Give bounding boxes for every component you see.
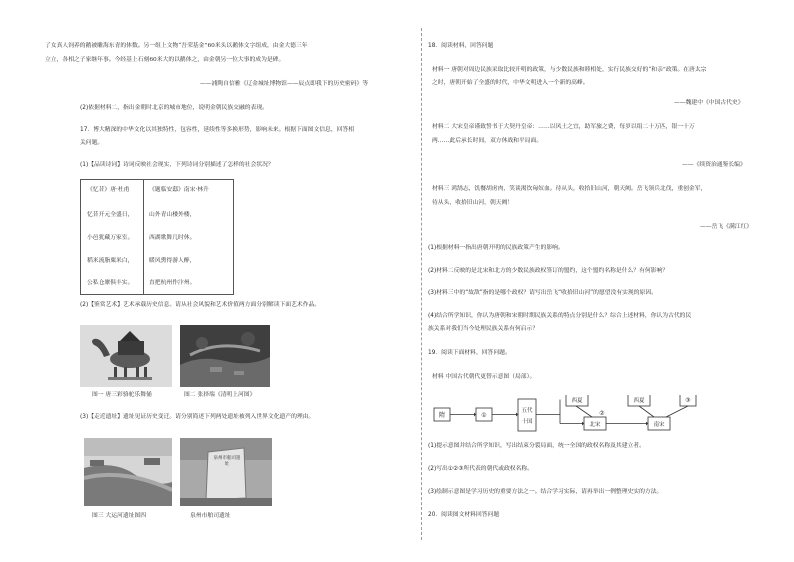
question-18-title: 18．阅读材料，回答问题 xyxy=(428,43,494,49)
material-1-line-2: 之时，唐朝开始了全盛的时代，中华文明进入一个新的高峰。 xyxy=(432,80,589,86)
diagram-n3: ③ xyxy=(685,397,691,404)
question-material-2: (2)依据材料二，指出金朝时北京的城市地位，说明金朝民族交融的表现。 xyxy=(80,105,268,111)
material-2-line-2: 两……此后承长时间，双方休战和平局面。 xyxy=(432,138,543,144)
dynasty-diagram xyxy=(432,395,722,435)
diagram-n1: ① xyxy=(481,412,487,419)
question-19-1: (1)提示意图并结合所学知识，写出结束分裂局面，统一全国的政权名称及其建立者。 xyxy=(428,443,645,449)
intro-text-line-2: 立立，各相之子家继年事。今经基上石刻60米大的以鹅体之，由金朝另一位大事的成为是碑。 xyxy=(45,57,285,63)
material-3-line-2: 待从头，收拾旧山河，朝天阙！ xyxy=(432,200,514,206)
material-2-line-1: 材料二 大宋皇帝谨致誓书于大契丹皇帝：……以风土之宜，助军旅之费，每岁以绢二十万匹，银一十万 xyxy=(432,124,695,130)
poem-1-title: 《忆昔》唐·杜甫 xyxy=(87,187,130,193)
quanzhou-stele-image xyxy=(180,438,272,506)
diagram-n2: ② xyxy=(599,410,605,417)
question-19-material: 材料 中国古代朝代更替示意图（局部）。 xyxy=(432,374,536,380)
question-17-1: (1)【品读诗词】诗词反映社会现实，下列诗词分别描述了怎样的社会状况？ xyxy=(80,162,274,168)
poem-1-line: 忆昔开元全盛日， xyxy=(87,212,134,218)
question-17-3: (3)【走近遗址】遗址见证历史变迁。请分别简述下列两处遗址被列入世界文化遗产的理由。 xyxy=(80,414,315,420)
stele-inscription: 泉州市舶司遗址 xyxy=(213,456,241,467)
diagram-xixia-2: 西夏 xyxy=(633,398,645,404)
figure-2-caption: 图二 张择端《清明上河图》 xyxy=(184,392,256,398)
question-17-line-1: 17．博大精深的中华文化以其独特性，包容性，延续性等多换形势，影响未来。根据下面图文信息，回答相 xyxy=(80,127,355,133)
material-3-source: ——岳飞《满江红》 xyxy=(700,224,753,230)
diagram-nansong: 南宋 xyxy=(653,422,665,428)
question-19-title: 19．阅读下面材料，回答问题。 xyxy=(428,350,511,356)
diagram-sui: 隋 xyxy=(438,412,446,419)
poem-1-line: 稻米流脂粟米白， xyxy=(87,258,134,264)
intro-text-line-1: 了女真人饲养的鹅被雕海东青的体数。另一组上文物“吾荣基金”60米头以鹅体文字组成，由金大德三年 xyxy=(45,43,308,49)
question-18-4-line-2: 族关系对我们当今处理民族关系有何启示？ xyxy=(428,326,539,332)
question-19-2: (2)写出①②③所代表的朝代或政权名称。 xyxy=(428,466,533,472)
diagram-wudai: 五代 xyxy=(521,408,533,414)
figure-1-caption: 图一 唐三彩骆驼乐舞俑 xyxy=(92,392,152,398)
question-17-line-2: 关问题。 xyxy=(80,140,104,146)
grand-canal-image xyxy=(84,438,172,506)
poem-2-line: 直把杭州作汴州。 xyxy=(149,280,196,286)
question-17-2: (2)【鉴赏艺术】艺术承载历史信息。请从社会风貌和艺术价值两方面分别解读下面艺术作品。 xyxy=(80,302,321,308)
column-divider xyxy=(421,28,422,540)
question-18-2: (2)材料二反映的是北宋和北方的少数民族政权签订的盟约，这个盟约名称是什么？有何影响？ xyxy=(428,268,669,274)
figure-3-caption: 图三 大运河遗址图四 xyxy=(92,513,147,519)
poem-2-title: 《题临安邸》南宋·林升 xyxy=(149,187,209,193)
diagram-beisong: 北宋 xyxy=(589,422,601,428)
material-2-source: ——《续资治通鉴长编》 xyxy=(682,162,746,168)
diagram-xixia: 西夏 xyxy=(571,398,583,404)
intro-source: ——浦陶自信雅《辽金城址博物馆——辰点即我下的历史密码》等 xyxy=(200,81,369,87)
poem-2-line: 山外青山楼外楼， xyxy=(149,212,196,218)
poem-1-line: 小邑犹藏万家室。 xyxy=(87,235,134,241)
poem-table xyxy=(80,179,234,295)
question-18-4-line-1: (4)结合所学知识，你认为唐朝和宋朝时期民族关系的特点分别是什么？综合上述材料，你认为古代的民 xyxy=(428,313,692,319)
figure-4-caption: 泉州市舶司遗址 xyxy=(190,513,231,519)
diagram-shiguo: 十国 xyxy=(521,419,533,425)
question-20-title: 20．阅读图文材料回答问题 xyxy=(428,512,500,518)
tang-sancai-camel-image xyxy=(80,325,172,387)
poem-2-line: 暖风熏得游人醉， xyxy=(149,258,196,264)
poem-table-divider xyxy=(143,180,144,294)
qingming-painting-image xyxy=(180,325,270,387)
poem-2-line: 西湖歌舞几时休。 xyxy=(149,235,196,241)
question-19-3: (3)绘制示意图是学习历史的重要方法之一。结合学习实际，请再举出一例整理史实的方法。 xyxy=(428,489,663,495)
question-18-3: (3)材料三中的“故敌”指的是哪个政权？请写出岳飞“收拾旧山河”的愿望没有实现的原因。 xyxy=(428,290,657,296)
poem-1-line: 公私仓廪俱丰实。 xyxy=(87,280,134,286)
material-1-source: ——魏建中《中国古代史》 xyxy=(674,100,744,106)
question-18-1: (1)根据材料一指出唐朝开明的民族政策产生的影响。 xyxy=(428,245,564,251)
material-3-line-1: 材料三 鸿鹄志，饥餐胡虏肉，笑谈渴饮匈奴血。待从头，收拾旧山河，朝天阙。岳飞领兵北伐，重创金军， xyxy=(432,186,707,192)
material-1-line-1: 材料一 唐朝对周边民族采取比较开明的政策，与少数民族和睦相处，实行民族交好的“和亲”政策。在唐太宗 xyxy=(432,67,707,73)
